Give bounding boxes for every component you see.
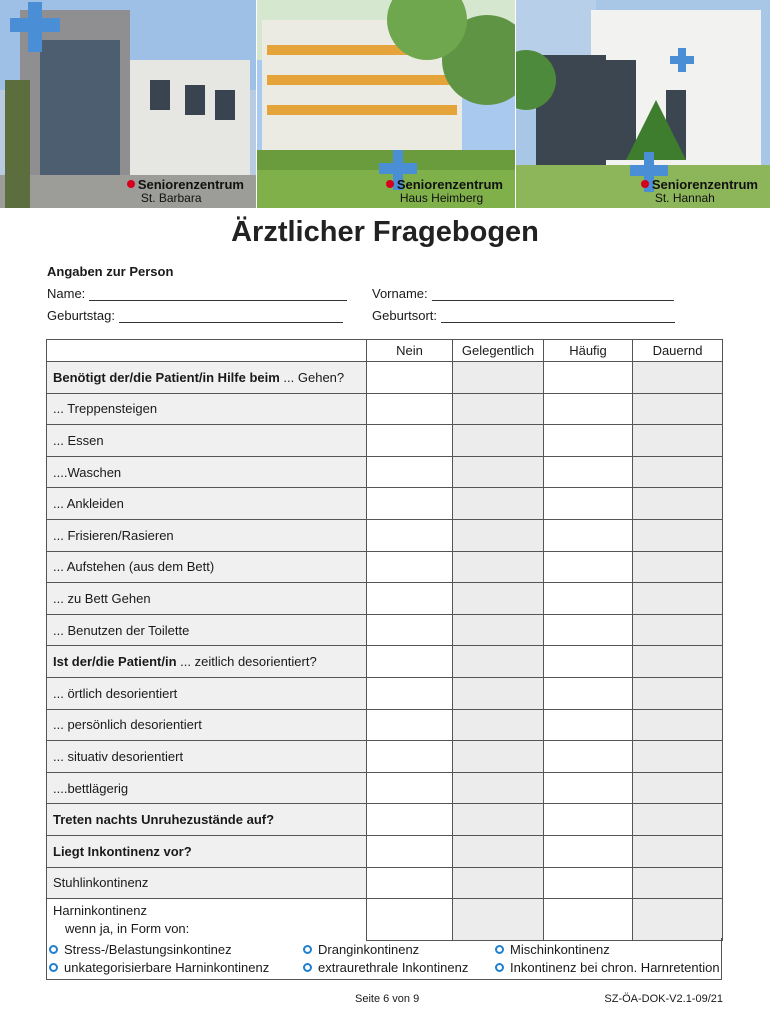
red-dot-icon <box>386 180 394 188</box>
badge-location: St. Hannah <box>654 191 715 205</box>
answer-cell[interactable] <box>367 835 453 867</box>
answer-cell[interactable] <box>367 804 453 836</box>
table-row <box>47 583 723 615</box>
row-label: Liegt Inkontinenz vor? <box>47 835 367 867</box>
answer-cell[interactable] <box>367 519 453 551</box>
answer-cell[interactable] <box>544 772 633 804</box>
answer-cell[interactable] <box>453 772 544 804</box>
answer-cell[interactable] <box>453 425 544 457</box>
table-row <box>47 867 723 899</box>
row-label: ....bettlägerig <box>47 772 367 804</box>
answer-cell[interactable] <box>453 709 544 741</box>
answer-cell[interactable] <box>544 677 633 709</box>
col-dauernd: Dauernd <box>633 340 723 362</box>
badge-brand: Seniorenzentrum <box>396 177 503 192</box>
geburtstag-label: Geburtstag: <box>47 308 115 323</box>
answer-cell[interactable] <box>544 362 633 394</box>
option-unkategorisierbar[interactable]: unkategorisierbare Harninkontinenz <box>49 960 269 975</box>
red-dot-icon <box>127 180 135 188</box>
table-row <box>47 362 723 394</box>
table-row <box>47 551 723 583</box>
answer-cell[interactable] <box>633 456 723 488</box>
table-row <box>47 709 723 741</box>
table-row <box>47 741 723 773</box>
photo-st-hannah <box>516 0 770 208</box>
answer-cell[interactable] <box>633 709 723 741</box>
row-label: Benötigt der/die Patient/in Hilfe beim ... Gehen? <box>47 362 367 394</box>
answer-cell[interactable] <box>453 867 544 899</box>
answer-cell[interactable] <box>453 362 544 394</box>
answer-cell[interactable] <box>367 677 453 709</box>
table-row <box>47 899 723 941</box>
answer-cell[interactable] <box>633 393 723 425</box>
answer-cell[interactable] <box>453 583 544 615</box>
row-label: ... Essen <box>47 425 367 457</box>
answer-cell[interactable] <box>633 867 723 899</box>
badge-st-hannah <box>641 178 758 205</box>
table-row <box>47 677 723 709</box>
incontinence-options <box>46 938 722 980</box>
option-harnretention[interactable]: Inkontinenz bei chron. Harnretention <box>495 960 720 975</box>
answer-cell[interactable] <box>367 646 453 678</box>
table-row <box>47 835 723 867</box>
table-row <box>47 646 723 678</box>
answer-cell[interactable] <box>633 425 723 457</box>
answer-cell[interactable] <box>453 614 544 646</box>
row-label: Treten nachts Unruhezustände auf? <box>47 804 367 836</box>
answer-cell[interactable] <box>367 614 453 646</box>
answer-cell[interactable] <box>633 835 723 867</box>
radio-circle-icon <box>49 963 58 972</box>
option-misch[interactable]: Mischinkontinenz <box>495 942 610 957</box>
answer-cell[interactable] <box>544 804 633 836</box>
badge-haus-heimberg <box>386 178 503 205</box>
questionnaire-body <box>47 362 723 941</box>
answer-cell[interactable] <box>544 583 633 615</box>
row-label: ... Aufstehen (aus dem Bett) <box>47 551 367 583</box>
answer-cell[interactable] <box>367 362 453 394</box>
answer-cell[interactable] <box>544 709 633 741</box>
vorname-field[interactable] <box>372 286 674 301</box>
geburtstag-input[interactable] <box>119 309 343 323</box>
answer-cell[interactable] <box>367 551 453 583</box>
answer-cell[interactable] <box>453 456 544 488</box>
answer-cell[interactable] <box>544 393 633 425</box>
table-row <box>47 614 723 646</box>
geburtstag-field[interactable] <box>47 308 343 323</box>
option-drang[interactable]: Dranginkontinenz <box>303 942 419 957</box>
badge-location: St. Barbara <box>140 191 202 205</box>
option-stress[interactable]: Stress-/Belastungsinkontinez <box>49 942 232 957</box>
answer-cell[interactable] <box>367 741 453 773</box>
answer-cell[interactable] <box>367 488 453 520</box>
badge-st-barbara <box>127 178 244 205</box>
row-label: ....Waschen <box>47 456 367 488</box>
table-row <box>47 488 723 520</box>
row-label: ... örtlich desorientiert <box>47 677 367 709</box>
name-field[interactable] <box>47 286 347 301</box>
answer-cell[interactable] <box>633 519 723 551</box>
badge-brand: Seniorenzentrum <box>137 177 244 192</box>
geburtsort-field[interactable] <box>372 308 675 323</box>
answer-cell[interactable] <box>367 867 453 899</box>
photo-haus-heimberg <box>257 0 515 208</box>
answer-cell[interactable] <box>544 519 633 551</box>
row-label: ... situativ desorientiert <box>47 741 367 773</box>
answer-cell[interactable] <box>633 362 723 394</box>
row-label: ... zu Bett Gehen <box>47 583 367 615</box>
table-row <box>47 425 723 457</box>
geburtsort-input[interactable] <box>441 309 675 323</box>
row-label: ... persönlich desorientiert <box>47 709 367 741</box>
table-row <box>47 519 723 551</box>
answer-cell[interactable] <box>633 583 723 615</box>
name-input[interactable] <box>89 287 347 301</box>
answer-cell[interactable] <box>453 488 544 520</box>
red-dot-icon <box>641 180 649 188</box>
answer-cell[interactable] <box>453 899 544 941</box>
radio-circle-icon <box>49 945 58 954</box>
table-row <box>47 456 723 488</box>
table-row <box>47 772 723 804</box>
answer-cell[interactable] <box>453 393 544 425</box>
document-code: SZ-ÖA-DOK-V2.1-09/21 <box>604 993 723 1005</box>
answer-cell[interactable] <box>453 804 544 836</box>
harninkontinenz-label: Harninkontinenz wenn ja, in Form von: <box>47 899 367 941</box>
page-number: Seite 6 von 9 <box>355 993 420 1005</box>
answer-cell[interactable] <box>544 741 633 773</box>
row-label: Ist der/die Patient/in ... zeitlich desorientiert? <box>47 646 367 678</box>
row-label: ... Treppensteigen <box>47 393 367 425</box>
answer-cell[interactable] <box>367 772 453 804</box>
answer-cell[interactable] <box>633 899 723 941</box>
answer-cell[interactable] <box>367 709 453 741</box>
row-label: ... Benutzen der Toilette <box>47 614 367 646</box>
radio-circle-icon <box>495 945 504 954</box>
page-title: Ärztlicher Fragebogen <box>231 216 539 248</box>
questionnaire-table <box>46 339 723 941</box>
answer-cell[interactable] <box>633 741 723 773</box>
row-label: Stuhlinkontinenz <box>47 867 367 899</box>
col-haeufig: Häufig <box>544 340 633 362</box>
col-gelegentlich: Gelegentlich <box>453 340 544 362</box>
person-heading: Angaben zur Person <box>47 264 174 279</box>
header-blank <box>47 340 367 362</box>
answer-cell[interactable] <box>633 614 723 646</box>
answer-cell[interactable] <box>544 899 633 941</box>
answer-cell[interactable] <box>633 677 723 709</box>
radio-circle-icon <box>303 963 312 972</box>
answer-cell[interactable] <box>544 867 633 899</box>
answer-cell[interactable] <box>544 614 633 646</box>
answer-cell[interactable] <box>453 741 544 773</box>
radio-circle-icon <box>303 945 312 954</box>
answer-cell[interactable] <box>633 646 723 678</box>
header-photos <box>0 0 770 208</box>
vorname-label: Vorname: <box>372 286 428 301</box>
answer-cell[interactable] <box>453 519 544 551</box>
answer-cell[interactable] <box>367 583 453 615</box>
answer-cell[interactable] <box>633 488 723 520</box>
answer-cell[interactable] <box>453 677 544 709</box>
answer-cell[interactable] <box>544 456 633 488</box>
answer-cell[interactable] <box>367 425 453 457</box>
answer-cell[interactable] <box>367 456 453 488</box>
geburtsort-label: Geburtsort: <box>372 308 438 323</box>
option-extraurethral[interactable]: extraurethrale Inkontinenz <box>303 960 468 975</box>
row-label: ... Frisieren/Rasieren <box>47 519 367 551</box>
answer-cell[interactable] <box>633 772 723 804</box>
answer-cell[interactable] <box>544 835 633 867</box>
answer-cell[interactable] <box>633 551 723 583</box>
answer-cell[interactable] <box>544 551 633 583</box>
badge-location: Haus Heimberg <box>399 191 484 205</box>
answer-cell[interactable] <box>633 804 723 836</box>
answer-cell[interactable] <box>544 646 633 678</box>
table-row <box>47 393 723 425</box>
answer-cell[interactable] <box>367 899 453 941</box>
answer-cell[interactable] <box>544 425 633 457</box>
answer-cell[interactable] <box>453 646 544 678</box>
radio-circle-icon <box>495 963 504 972</box>
badge-brand: Seniorenzentrum <box>651 177 758 192</box>
answer-cell[interactable] <box>453 835 544 867</box>
vorname-input[interactable] <box>432 287 674 301</box>
table-row <box>47 804 723 836</box>
answer-cell[interactable] <box>453 551 544 583</box>
photo-st-barbara <box>0 0 256 208</box>
name-label: Name: <box>47 286 86 301</box>
row-label: ... Ankleiden <box>47 488 367 520</box>
answer-cell[interactable] <box>544 488 633 520</box>
answer-cell[interactable] <box>367 393 453 425</box>
col-nein: Nein <box>367 340 453 362</box>
